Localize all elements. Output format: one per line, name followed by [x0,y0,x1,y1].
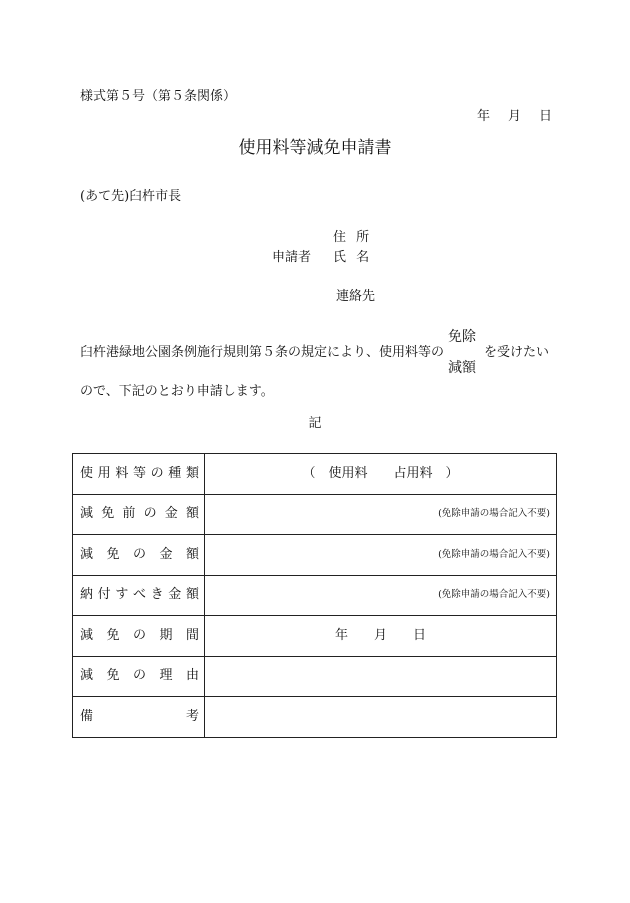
remarks-cell [205,697,557,737]
option-usage-fee: 使用料 [328,465,368,481]
option-exemption: 免除 [448,329,476,345]
label-char: 額 [185,546,199,562]
label-char: の [143,506,157,522]
row-label-cell [73,454,205,494]
row-label-fee-type [80,466,199,482]
label-char: 用 [97,465,111,481]
statement-line2: ので、下記のとおり申請します。 [80,384,274,399]
label-char: 減 [80,627,94,643]
statement-line1: 臼杵港緑地公園条例施行規則第５条の規定により、使用料等の [80,345,445,360]
label-char: 等 [132,465,146,481]
note-not-required: (免除申請の場合記入不要) [438,589,550,601]
label-char: 免 [101,506,115,522]
note-not-required: (免除申請の場合記入不要) [438,508,550,520]
label-char: 使 [80,465,94,481]
label-char: 理 [159,668,173,684]
label-char: 備 [80,708,94,724]
reason-cell [205,657,557,697]
row-label-payable-amount [80,587,199,603]
statement-line1-tail: を受けたい [484,345,550,360]
label-char: き [150,587,164,603]
label-char: 前 [122,506,136,522]
row-label-amount-before [80,506,199,522]
table-row [73,657,557,698]
row-label-cell [73,576,205,616]
amount-before-cell [205,495,557,535]
label-char: 金 [164,506,178,522]
table-row [73,495,557,536]
name-label: 氏 名 [333,250,370,265]
option-occupancy-fee: 占用料 [393,465,433,481]
label-char: の [132,627,146,643]
row-label-cell [73,616,205,656]
row-label-cell [73,495,205,535]
row-label-cell [73,535,205,575]
label-char: の [150,465,164,481]
address-label: 住 所 [333,230,370,245]
label-char: 減 [80,546,94,562]
label-char: 納 [80,587,94,603]
label-char: べ [132,587,146,603]
label-char: 料 [115,465,129,481]
label-char: 免 [106,627,120,643]
note-not-required: (免除申請の場合記入不要) [438,548,550,560]
table-row [73,576,557,617]
row-label-cell [73,657,205,697]
table-row [73,454,557,495]
label-char: 由 [185,668,199,684]
option-reduction: 減額 [448,360,476,376]
date-month-label: 月 [508,109,522,124]
document-title: 使用料等減免申請書 [238,138,392,158]
label-char: 額 [185,506,199,522]
date-year-label: 年 [477,109,491,124]
label-char: 付 [97,587,111,603]
ki-heading: 記 [308,416,322,431]
label-char: す [115,587,129,603]
period-year-label: 年 [334,627,348,643]
addressee: (あて先)臼杵市長 [80,189,182,204]
form-number: 様式第５号（第５条関係） [80,89,237,104]
close-paren: ） [445,465,459,481]
label-char: 免 [106,668,120,684]
label-char: 額 [185,587,199,603]
application-date [477,109,552,125]
period-day-label: 日 [413,627,427,643]
label-char: 種 [168,465,182,481]
table-row [73,535,557,576]
open-paren: （ [302,465,316,481]
label-char: 期 [159,627,173,643]
label-char: 免 [106,546,120,562]
label-char: の [132,546,146,562]
date-day-label: 日 [539,109,553,124]
label-char: 金 [159,546,173,562]
label-char: 考 [185,708,199,724]
label-char: の [132,668,146,684]
period-cell [205,616,557,656]
row-label-remarks [80,709,199,725]
label-char: 金 [168,587,182,603]
label-char: 減 [80,506,94,522]
period-month-label: 月 [373,627,387,643]
table-row [73,616,557,657]
contact-label: 連絡先 [336,289,376,304]
label-char: 間 [185,627,199,643]
table-row [73,697,557,738]
row-label-reason [80,668,199,684]
row-label-cell [73,697,205,737]
reduction-amount-cell [205,535,557,575]
applicant-label: 申請者 [272,250,312,265]
label-char: 類 [185,465,199,481]
fee-type-cell [205,454,557,494]
application-table [72,453,557,738]
label-char: 減 [80,668,94,684]
payable-amount-cell [205,576,557,616]
row-label-reduction-amount [80,547,199,563]
row-label-period [80,628,199,644]
